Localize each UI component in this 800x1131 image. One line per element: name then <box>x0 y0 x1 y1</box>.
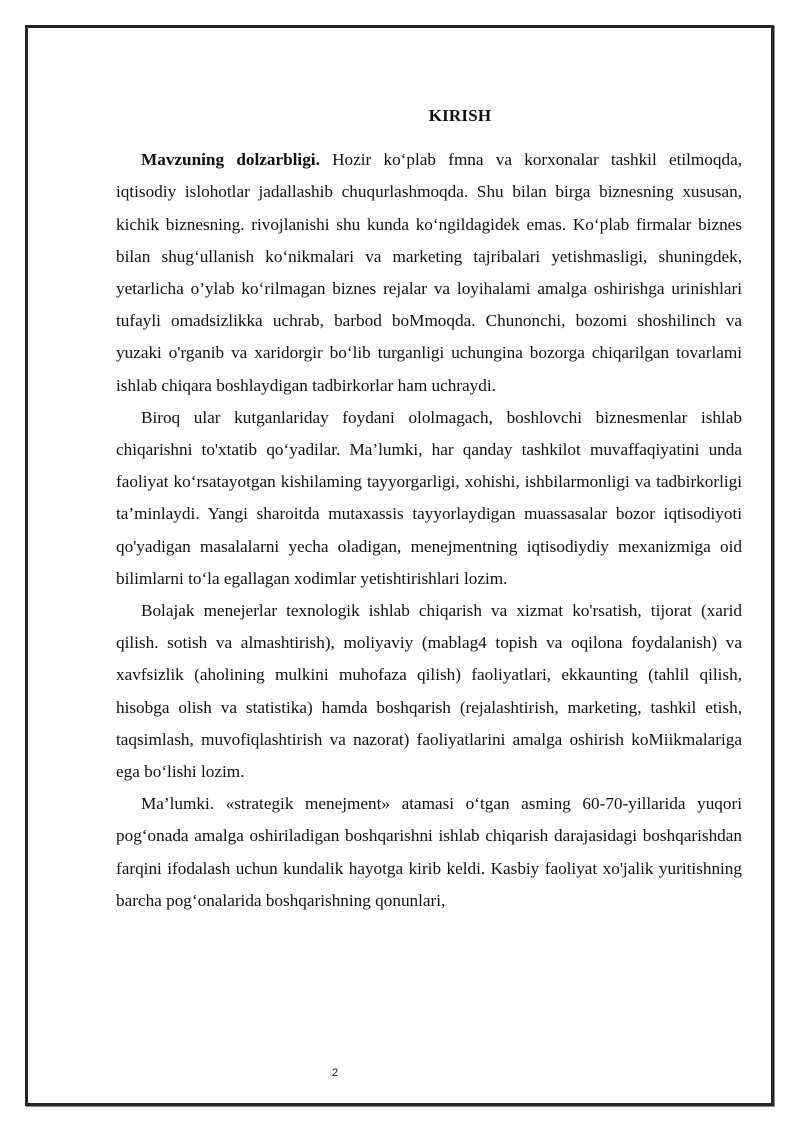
paragraph-relevance <box>116 144 742 402</box>
page-number: 2 <box>331 1067 339 1079</box>
paragraph-text: Ma’lumki. «strategik menejment» atamasi o‘tgan asming 60-70-yillarida yuqori pog‘onada amalga oshiriladigan boshqarishni ishlab chiqarish darajasidagi boshqarishdan farqini ifodalash uchun kundalik hayotga kirib keldi. Kasbiy faoliyat xo'jalik yuritishning barcha pog‘onalarida boshqarishning qonunlari, <box>116 794 742 910</box>
paragraph-text: Bolajak menejerlar texnologik ishlab chiqarish va xizmat ko'rsatish, tijorat (xarid qilish. sotish va almashtirish), moliyaviy (mablag4 topish va oqilona foydalanish) va xavfsizlik (aholining mulkini muhofaza qilish) faoliyatlari, ekkaunting (tahlil qilish, hisobga olish va statistika) hamda boshqarish (rejalashtirish, marketing, tashkil etish, taqsimlash, muvofiqlashtirish va nazorat) faoliyatlarini amalga oshirish koMiikmalariga ega bo‘lishi lozim. <box>116 601 742 782</box>
paragraph-text: Biroq ular kutganlariday foydani ololmagach, boshlovchi biznesmenlar ishlab chiqarishni to'xtatib qo‘yadilar. Ma’lumki, har qanday tashkilot muvaffaqiyatini unda faoliyat ko‘rsatayotgan kishilaming tayyorgarligi, xohishi, ishbilarmonligi va tadbirkorligi ta’minlaydi. Yangi sharoitda mutaxassis tayyorlaydigan muassasalar bozor iqtisodiyoti qo'yadigan masalalarni yecha oladigan, menejmentning iqtisodiydiy mexanizmiga oid bilimlarni to‘la egallagan xodimlar yetishtirishlari lozim. <box>116 407 742 588</box>
paragraph-lead: Mavzuning dolzarbligi. <box>141 150 320 170</box>
section-heading: KIRISH <box>428 106 492 125</box>
paragraph-text: Hozir ko‘plab fmna va korxonalar tashkil etilmoqda, iqtisodiy islohotlar jadallashib chuqurlashmoqda. Shu bilan birga biznesning xususan, kichik biznesning. rivojlanishi shu kunda ko‘ngildagidek emas. Ko‘plab firmalar biznes bilan shug‘ullanish ko‘nikmalari va marketing tajribalari yetishmasligi, shuningdek, yetarlicha o’ylab ko‘rilmagan biznes rejalar va loyihalami amalga oshirishga urinishlari tufayli omadsizlikka uchrab, barbod boMmoqda. Chunonchi, bozomi shoshilinch va yuzaki o'rganib va xaridorgir bo‘lib turganligi uchungina bozorga chiqarilgan tovarlami ishlab chiqara boshlaydigan tadbirkorlar ham uchraydi. <box>116 150 742 395</box>
document-body <box>116 100 742 917</box>
